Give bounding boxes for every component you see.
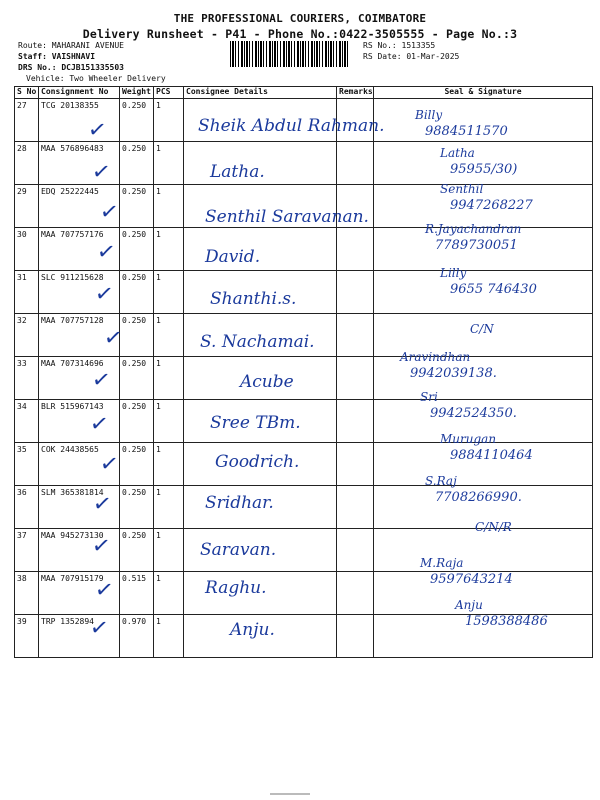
cell-remarks [337,443,374,486]
cell-remarks [337,228,374,271]
cell-consignment-no: EDQ 25222445 [39,185,120,228]
barcode [230,41,350,67]
cell-remarks [337,615,374,658]
cell-weight: 0.250 [120,400,154,443]
check-mark-icon: ✓ [98,198,121,227]
handwritten-consignee-name: Sheik Abdul Rahman. [198,116,385,136]
handwritten-signature: Sri [420,390,438,404]
cell-pcs: 1 [154,443,184,486]
table-header-row [15,87,593,99]
handwritten-signature: C/N/R [475,520,512,534]
cell-consignment-no: MAA 576896483 [39,142,120,185]
vehicle-label: Vehicle: Two Wheeler Delivery [26,74,166,83]
handwritten-phone: 9597643214 [430,572,513,587]
handwritten-phone: 9947268227 [450,198,533,213]
cell-sno: 38 [15,572,39,615]
cell-pcs: 1 [154,615,184,658]
cell-weight: 0.970 [120,615,154,658]
handwritten-phone: 7789730051 [435,238,518,253]
handwritten-signature: Murugan [440,432,497,446]
cell-weight: 0.250 [120,443,154,486]
cell-sno: 36 [15,486,39,529]
cell-pcs: 1 [154,99,184,142]
company-title: THE PROFESSIONAL COURIERS, COIMBATORE [173,12,427,25]
cell-sno: 31 [15,271,39,314]
handwritten-signature: Anju [455,598,483,612]
handwritten-signature: S.Raj [425,474,457,488]
cell-sno: 29 [15,185,39,228]
handwritten-consignee-name: Goodrich. [215,452,300,472]
runsheet-subtitle: Delivery Runsheet - P41 - Phone No.:0422-3505555 - Page No.:3 [82,27,518,41]
handwritten-signature: Aravindhan [400,350,471,364]
cell-weight: 0.250 [120,271,154,314]
col-pcs: PCS [154,87,184,99]
cell-sno: 27 [15,99,39,142]
cell-sno: 30 [15,228,39,271]
handwritten-phone: 9655 746430 [450,282,537,297]
cell-pcs: 1 [154,228,184,271]
cell-consignment-no: MAA 707915179 [39,572,120,615]
handwritten-phone: 7708266990. [435,490,522,505]
col-seal-signature: Seal & Signature [374,87,593,99]
check-mark-icon: ✓ [86,116,109,145]
handwritten-phone: 9884511570 [425,124,508,139]
cell-weight: 0.250 [120,142,154,185]
col-weight: Weight [120,87,154,99]
staff-label: Staff: VAISHNAVI [18,52,96,61]
cell-sno: 37 [15,529,39,572]
cell-pcs: 1 [154,314,184,357]
handwritten-consignee-name: Senthil Saravanan. [205,207,369,227]
check-mark-icon: ✓ [98,450,121,479]
cell-pcs: 1 [154,400,184,443]
cell-sno: 34 [15,400,39,443]
col-sno: S No [15,87,39,99]
cell-consignment-no: SLM 365381814 [39,486,120,529]
cell-weight: 0.250 [120,99,154,142]
handwritten-phone: 9884110464 [450,448,533,463]
handwritten-phone: 9942039138. [410,366,497,381]
cell-sno: 35 [15,443,39,486]
cell-weight: 0.250 [120,228,154,271]
handwritten-consignee-name: Saravan. [200,540,277,560]
cell-weight: 0.250 [120,185,154,228]
handwritten-signature: Senthil [440,182,484,196]
col-consignee: Consignee Details [184,87,337,99]
cell-weight: 0.250 [120,314,154,357]
handwritten-signature: R.Jayachandran [425,222,522,236]
handwritten-signature: C/N [470,322,494,336]
cell-weight: 0.250 [120,486,154,529]
cell-consignment-no: MAA 945273130 [39,529,120,572]
cell-weight: 0.250 [120,529,154,572]
check-mark-icon: ✓ [88,410,111,439]
cell-remarks [337,357,374,400]
cell-remarks [337,271,374,314]
cell-consignment-no: MAA 707757128 [39,314,120,357]
handwritten-consignee-name: Anju. [230,620,275,640]
cell-pcs: 1 [154,529,184,572]
check-mark-icon: ✓ [93,280,116,309]
handwritten-consignee-name: Shanthi.s. [210,289,297,309]
cell-pcs: 1 [154,142,184,185]
cell-remarks [337,142,374,185]
handwritten-signature: Latha [440,146,475,160]
handwritten-phone: 1598388486 [465,614,548,629]
check-mark-icon: ✓ [102,324,125,353]
cell-remarks [337,314,374,357]
page-footer-mark [270,793,310,795]
cell-seal-signature [374,529,593,572]
col-consignment: Consignment No [39,87,120,99]
cell-pcs: 1 [154,271,184,314]
handwritten-consignee-name: David. [205,247,261,267]
col-remarks: Remarks [337,87,374,99]
handwritten-consignee-name: Acube [240,372,294,392]
cell-consignment-no: MAA 707757176 [39,228,120,271]
cell-pcs: 1 [154,572,184,615]
rs-date: RS Date: 01-Mar-2025 [363,52,460,61]
cell-consignment-no: BLR 515967143 [39,400,120,443]
cell-pcs: 1 [154,357,184,400]
cell-sno: 28 [15,142,39,185]
handwritten-consignee-name: Latha. [210,162,265,182]
cell-remarks [337,400,374,443]
cell-remarks [337,486,374,529]
route-label: Route: MAHARANI AVENUE [18,41,124,50]
check-mark-icon: ✓ [90,532,113,561]
cell-consignment-no: MAA 707314696 [39,357,120,400]
cell-pcs: 1 [154,185,184,228]
cell-remarks [337,529,374,572]
cell-consignment-no: COK 24438565 [39,443,120,486]
cell-consignment-no: SLC 911215628 [39,271,120,314]
handwritten-signature: Billy [415,108,443,122]
rs-number: RS No.: 1513355 [363,41,436,50]
check-mark-icon: ✓ [95,238,118,267]
check-mark-icon: ✓ [91,490,114,519]
handwritten-consignee-name: S. Nachamai. [200,332,315,352]
handwritten-consignee-name: Sridhar. [205,493,274,513]
cell-consignment-no: TCG 20138355 [39,99,120,142]
cell-consignment-no: TRP 1352894 [39,615,120,658]
cell-pcs: 1 [154,486,184,529]
cell-sno: 33 [15,357,39,400]
cell-sno: 39 [15,615,39,658]
drs-label: DRS No.: DCJB151335503 [18,63,124,72]
handwritten-consignee-name: Sree TBm. [210,413,301,433]
cell-weight: 0.515 [120,572,154,615]
cell-remarks [337,572,374,615]
cell-sno: 32 [15,314,39,357]
check-mark-icon: ✓ [88,614,111,643]
cell-weight: 0.250 [120,357,154,400]
check-mark-icon: ✓ [90,366,113,395]
check-mark-icon: ✓ [90,158,113,187]
handwritten-phone: 9942524350. [430,406,517,421]
handwritten-consignee-name: Raghu. [205,578,267,598]
handwritten-signature: M.Raja [420,556,464,570]
check-mark-icon: ✓ [93,576,116,605]
handwritten-phone: 95955/30) [450,162,518,177]
handwritten-signature: Lilly [440,266,467,280]
